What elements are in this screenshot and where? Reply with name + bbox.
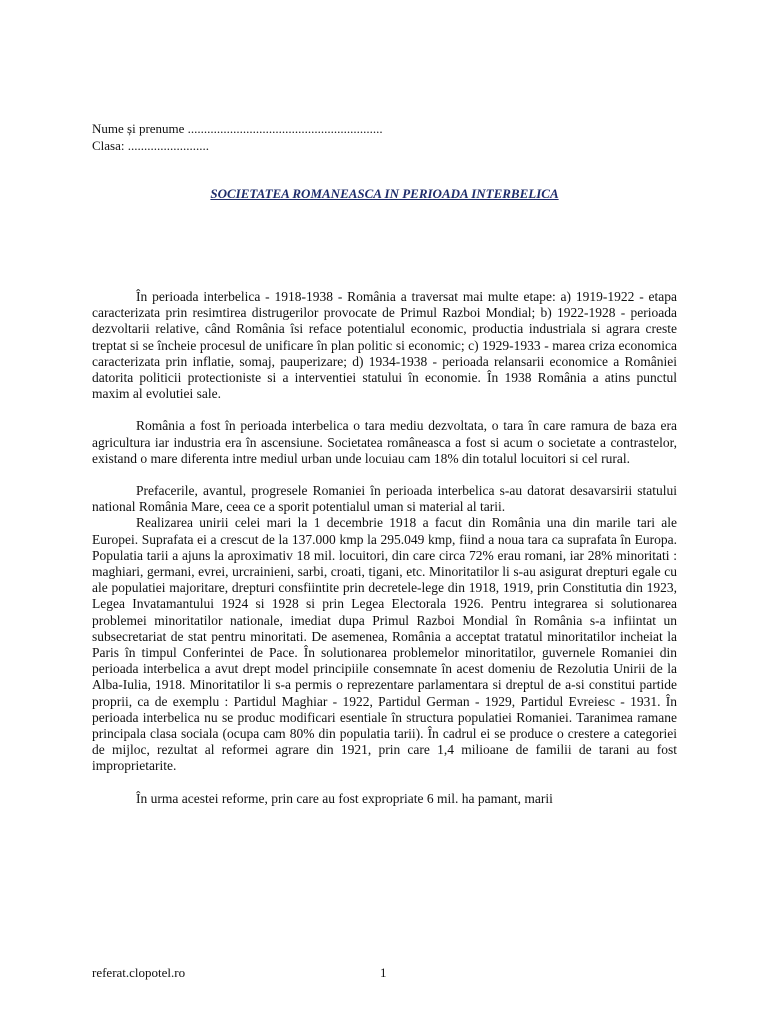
student-header [92,120,383,154]
class-line: Clasa: ......................... [92,138,209,153]
paragraph-periods: În perioada interbelica - 1918-1938 - România a traversat mai multe etape: a) 1919-1922 - etapa caracterizata prin resimtirea distrugerilor provocate de Primul Razboi Mondial; b) 1922-1928 - perioada dezvoltarii relative, când România îsi reface potentialul economic, productia industriala si agrara creste treptat si se încheie procesul de unificare în plan politic si economic; c) 1929-1933 - marea criza economica caracterizata prin inflatie, somaj, pauperizare; d) 1934-1938 - perioada relansarii economice a României datorita politicii protectioniste si a interventiei statului în economie. În 1938 România a atins punctul maxim al evolutiei sale. [92,289,677,402]
paragraph-union: Realizarea unirii celei mari la 1 decembrie 1918 a facut din România una din marile tari ale Europei. Suprafata ei a crescut de la 137.000 kmp la 295.049 kmp, fiind a noua tara ca suprafata în Europa. Populatia tarii a ajuns la aproximativ 18 mil. locuitori, din care circa 72% erau romani, iar 28% minoritati : maghiari, germani, evrei, urcrainieni, sarbi, croati, tigani, etc. Minoritatilor li s-au asigurat drepturi egale cu ale populatiei majoritare, drepturi consfiintite prin decretele-lege din 1918, 1919, prin Constitutia din 1923, Legea Invatamantului 1924 si 1928 si prin Legea Electorala 1926. Pentru integrarea si solutionarea problemei minoritatilor nationale, imediat dupa Primul Razboi Mondial în România s-a infiintat un subsecretariat de stat pentru minoritati. De asemenea, România a acceptat tratatul minoritatilor incheiat la Paris în timpul Conferintei de Pace. În solutionarea problemelor minoritatilor, guvernele Romaniei din perioada interbelica a avut drept model principiile consemnate în acest domeniu de Rezolutia Unirii de la Alba-Iulia, 1918. Minoritatilor li s-a permis o reprezentare parlamentara si dreptul de a-si constitui partide proprii, ca de exemplu : Partidul Maghiar - 1922, Partidul German - 1929, Partidul Evreiesc - 1931. În perioada interbelica nu se produc modificari esentiale în structura populatiei Romaniei. Taranimea ramane principala clasa sociala (ocupa cam 80% din populatia tarii). În cadrul ei se produce o crestere a categoriei de mijloc, rezultat al reformei agrare din 1921, prin care 1,4 milioane de familii de tarani au fost improprietarite. [92,515,677,774]
paragraph-reform: În urma acestei reforme, prin care au fost expropriate 6 mil. ha pamant, marii [136,790,553,806]
name-line: Nume și prenume ............................................................ [92,121,383,136]
footer-site: referat.clopotel.ro [92,965,186,980]
paragraph-development: România a fost în perioada interbelica o tara mediu dezvoltata, o tara în care ramura de baza era agricultura iar industria era în ascensiune. Societatea româneasca a fost si acum o societate a contrastelor, existand o mare diferenta intre mediul urban unde locuiau cam 18% din totalul locuitori si cel rural. [92,418,677,466]
paragraph-progress: Prefacerile, avantul, progresele Romaniei în perioada interbelica s-au datorat desavarsirii statului national România Mare, ceea ce a sporit potentialul uman si material al tarii. [92,483,677,515]
document-body [92,289,677,807]
page-number: 1 [380,965,387,980]
document-title: SOCIETATEA ROMANEASCA IN PERIOADA INTERBELICA [210,186,559,201]
